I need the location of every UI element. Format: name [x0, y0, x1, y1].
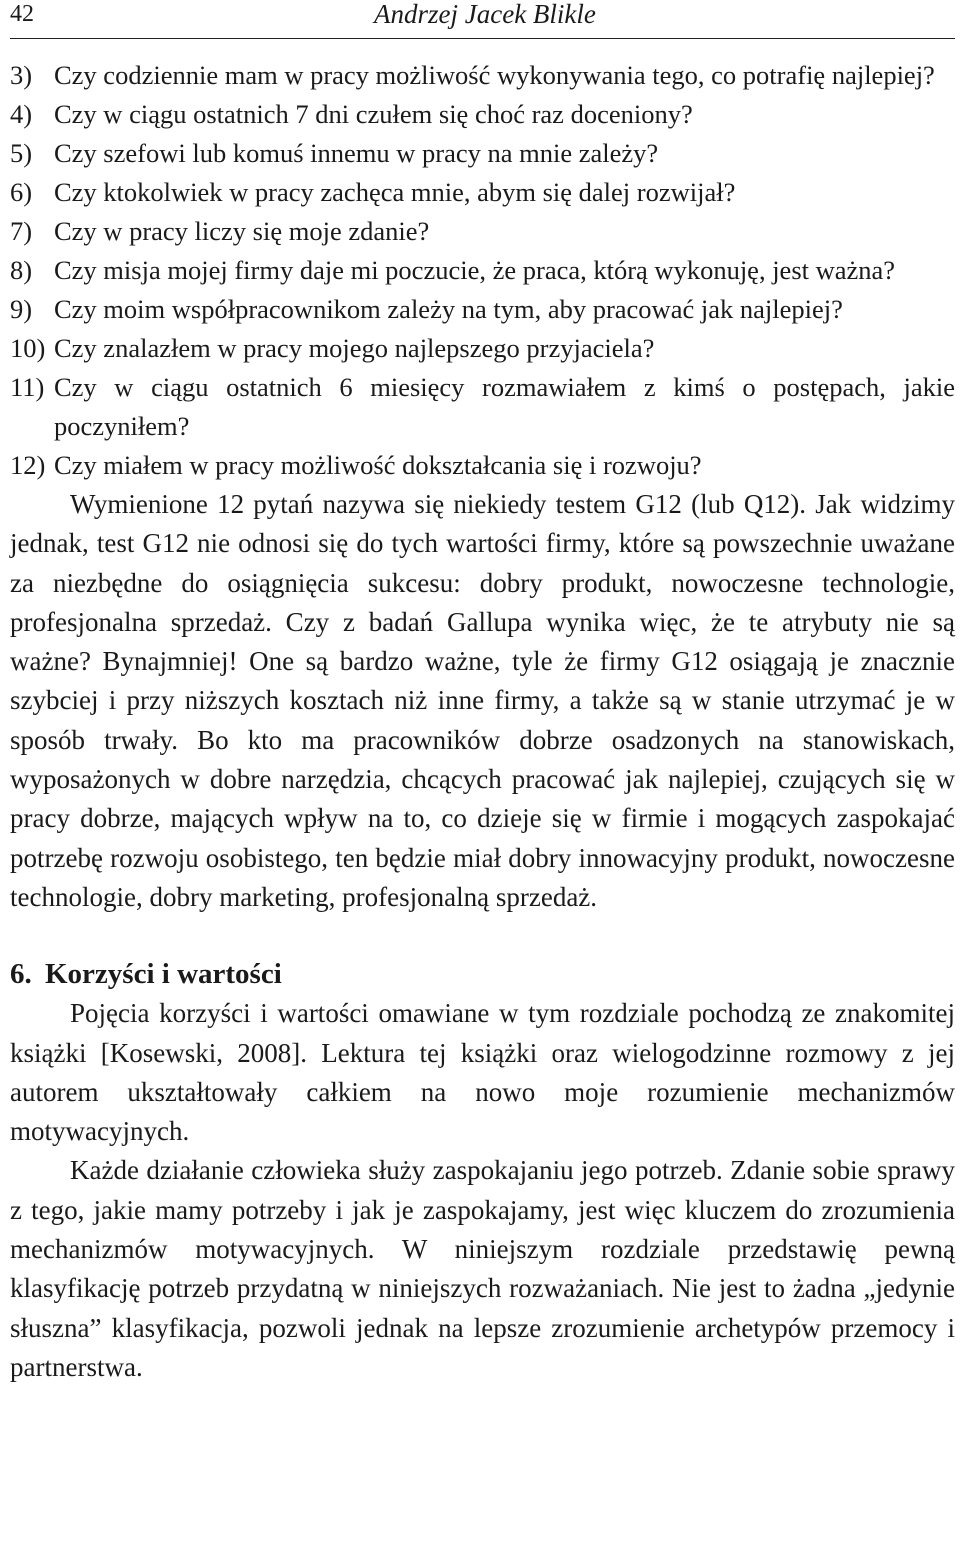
section-paragraph: Każde działanie człowieka służy zaspokajaniu jego potrzeb. Zdanie sobie sprawy z tego, jakie mamy potrzeby i jak je zaspokajamy, jest więc kluczem do zrozumienia mechanizmów motywacyjnych. W niniejszym rozdziale przedstawię pewną klasyfikację potrzeb przydatną w niniejszych rozważaniach. Nie jest to żadna „jedynie słuszna” klasyfikacja, pozwoli jednak na lepsze zrozumienie archetypów przemocy i partnerstwa. [10, 1155, 955, 1382]
body-paragraph: Wymienione 12 pytań nazywa się niekiedy testem G12 (lub Q12). Jak widzimy jednak, test G12 nie odnosi się do tych wartości firmy, które są powszechnie uważane za niezbędne do osiągnięcia sukcesu: dobry produkt, nowoczesne technologie, profesjonalna sprzedaż. Czy z badań Gallupa wynika więc, że te atrybuty nie są ważne? Bynajmniej! One są bardzo ważne, tyle że firmy G12 osiągają je znacznie szybciej i przy niższych kosztach niż inne firmy, a także są w stanie utrzymać je w sposób trwały. Bo kto ma pracowników dobrze osadzonych na stanowiskach, wyposażonych w dobre narzędzia, chcących pracować jak najlepiej, czujących się w pracy dobrze, mających wpływ na to, co dzieje się w firmie i mogących zaspokajać potrzebę rozwoju osobistego, ten będzie miał dobry innowacyjny produkt, nowoczesne technologie, dobry marketing, profesjonalną sprzedaż. [10, 489, 955, 912]
question-number: 11) [10, 372, 45, 402]
question-text: Czy w pracy liczy się moje zdanie? [54, 216, 430, 246]
question-text: Czy miałem w pracy możliwość dokształcania się i rozwoju? [54, 450, 702, 480]
question-number: 7) [10, 216, 33, 246]
list-item [10, 173, 955, 212]
question-text: Czy w ciągu ostatnich 6 miesięcy rozmawiałem z kimś o postępach, jakie poczyniłem? [54, 372, 955, 441]
question-number: 4) [10, 99, 33, 129]
question-number: 6) [10, 177, 33, 207]
question-text: Czy codziennie mam w pracy możliwość wykonywania tego, co potrafię najlepiej? [54, 60, 935, 90]
list-item [10, 212, 955, 251]
running-head-author: Andrzej Jacek Blikle [374, 0, 596, 29]
list-item [10, 446, 955, 485]
question-list [10, 56, 955, 485]
question-text: Czy znalazłem w pracy mojego najlepszego przyjaciela? [54, 333, 655, 363]
list-item [10, 134, 955, 173]
list-item [10, 290, 955, 329]
section-paragraph: Pojęcia korzyści i wartości omawiane w tym rozdziale pochodzą ze znakomitej książki [Kosewski, 2008]. Lektura tej książki oraz wielogodzinne rozmowy z jej autorem ukształtowały całkiem na nowo moje rozumienie mechanizmów motywacyjnych. [10, 998, 955, 1147]
page-content [10, 56, 955, 1387]
section-number: 6. [10, 958, 32, 991]
question-number: 3) [10, 60, 33, 90]
question-number: 10) [10, 333, 46, 363]
section-title: Korzyści i wartości [45, 958, 282, 991]
list-item [10, 95, 955, 134]
question-text: Czy moim współpracownikom zależy na tym, aby pracować jak najlepiej? [54, 294, 843, 324]
question-number: 8) [10, 255, 33, 285]
section-heading [10, 954, 955, 994]
list-item [10, 329, 955, 368]
list-item [10, 56, 955, 95]
question-text: Czy ktokolwiek w pracy zachęca mnie, abym się dalej rozwijał? [54, 177, 736, 207]
question-text: Czy misja mojej firmy daje mi poczucie, że praca, którą wykonuję, jest ważna? [54, 255, 896, 285]
page-header [10, 0, 955, 39]
question-number: 12) [10, 450, 46, 480]
question-number: 5) [10, 138, 33, 168]
list-item [10, 251, 955, 290]
question-text: Czy szefowi lub komuś innemu w pracy na mnie zależy? [54, 138, 659, 168]
page-number: 42 [10, 1, 34, 27]
list-item [10, 368, 955, 446]
question-number: 9) [10, 294, 33, 324]
question-text: Czy w ciągu ostatnich 7 dni czułem się choć raz doceniony? [54, 99, 693, 129]
